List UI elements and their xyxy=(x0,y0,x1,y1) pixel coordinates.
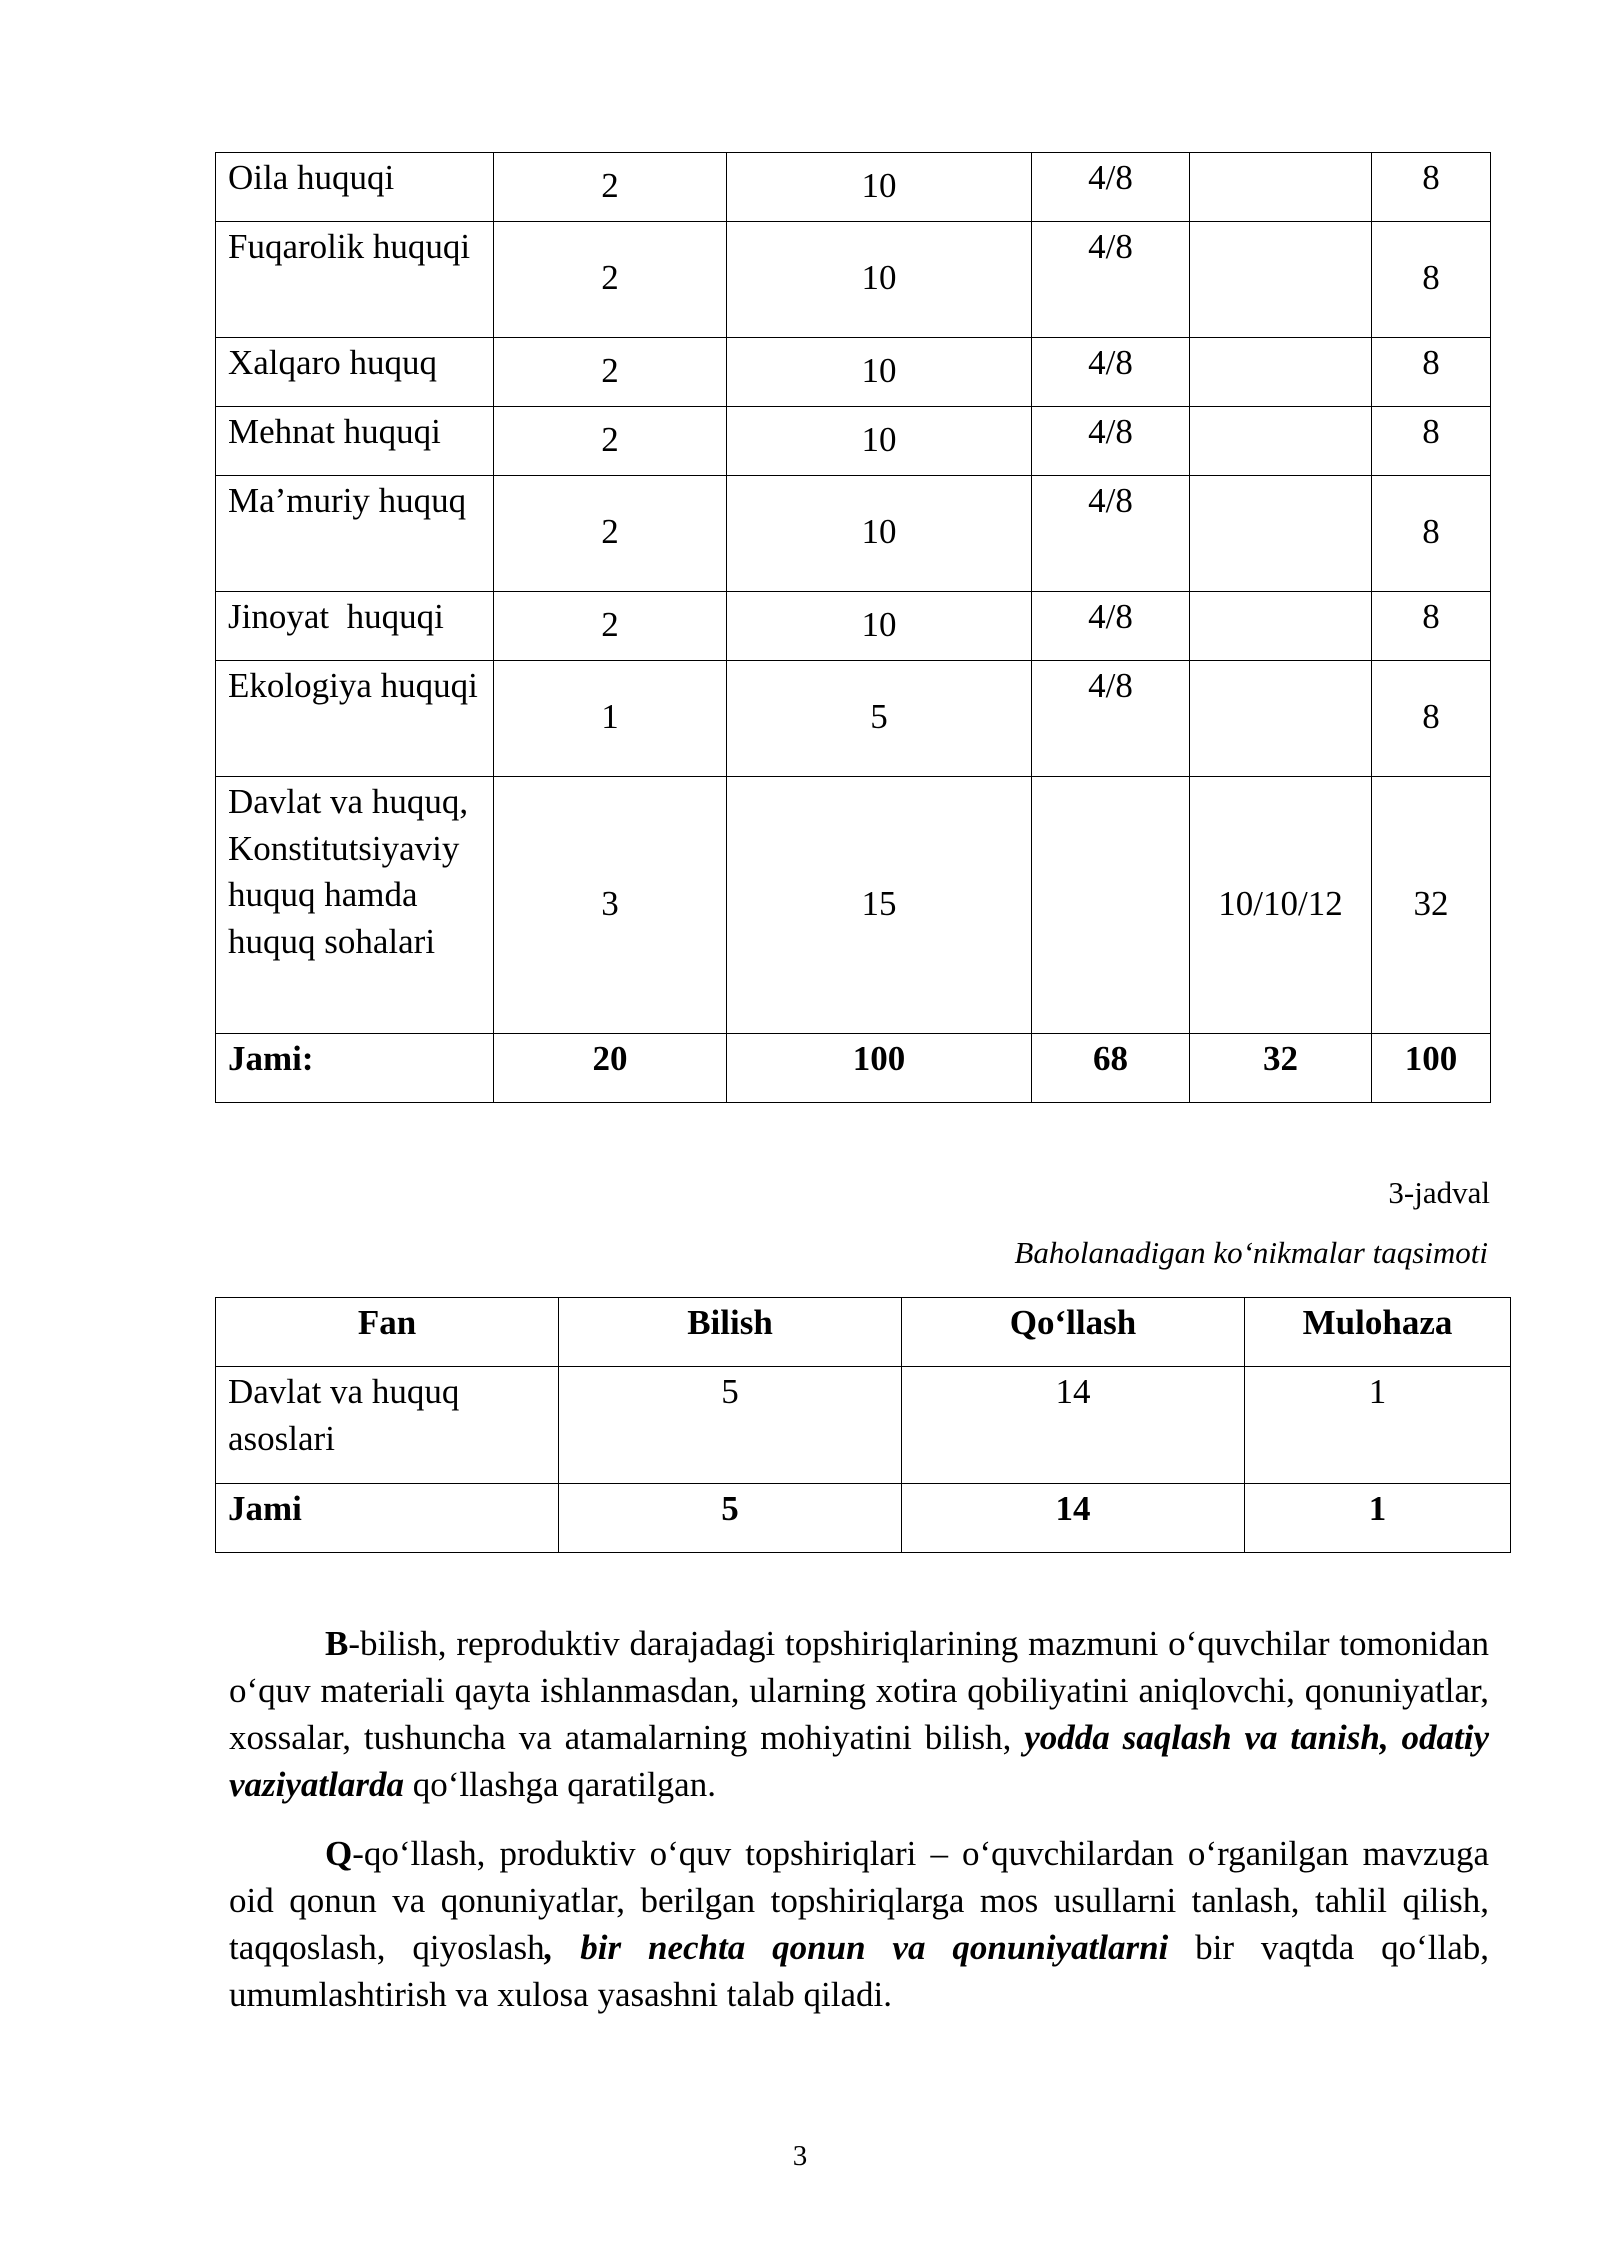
paragraph-text: -bilish, reproduktiv darajadagi topshiriqlarining mazmuni o‘quvchilar tomonidan o‘quv materiali qayta ishlanmasdan, ularning xotira qobiliyatini aniqlovchi, qonuniyatlar, xossalar, tushuncha va atamalarning mohiyatini bilish, xyxy=(229,1624,1489,1757)
paragraph-qollash xyxy=(229,1830,1489,2018)
value-cell xyxy=(1190,153,1372,222)
subject-cell: Mehnat huquqi xyxy=(216,407,494,476)
paragraph-emphasis: , bir nechta qonun va qonuniyatlarni xyxy=(544,1928,1169,1967)
value-cell: 8 xyxy=(1372,338,1491,407)
total-cell: 20 xyxy=(494,1034,727,1103)
table-title: Baholanadigan ko‘nikmalar taqsimoti xyxy=(1014,1235,1488,1270)
value-cell: 4/8 xyxy=(1032,661,1190,777)
total-cell: 68 xyxy=(1032,1034,1190,1103)
table-header-row xyxy=(216,1298,1511,1367)
total-cell: 1 xyxy=(1245,1484,1511,1553)
total-cell: 100 xyxy=(1372,1034,1491,1103)
page-number: 3 xyxy=(792,2140,808,2172)
subject-cell: Jinoyat huquqi xyxy=(216,592,494,661)
table-row xyxy=(216,338,1491,407)
value-cell xyxy=(1190,592,1372,661)
subject-hours-table xyxy=(215,152,1491,1103)
total-row xyxy=(216,1034,1491,1103)
value-cell: 32 xyxy=(1372,777,1491,1034)
value-cell: 4/8 xyxy=(1032,338,1190,407)
value-cell: 4/8 xyxy=(1032,476,1190,592)
value-cell: 10 xyxy=(727,222,1032,338)
value-cell: 10 xyxy=(727,476,1032,592)
value-cell: 10 xyxy=(727,338,1032,407)
value-cell: 8 xyxy=(1372,476,1491,592)
value-cell xyxy=(1190,222,1372,338)
value-cell xyxy=(1190,338,1372,407)
value-cell: 4/8 xyxy=(1032,153,1190,222)
total-label: Jami: xyxy=(216,1034,494,1103)
value-cell: 10 xyxy=(727,153,1032,222)
value-cell: 2 xyxy=(494,338,727,407)
column-header: Bilish xyxy=(559,1298,902,1367)
subject-cell: Davlat va huquq asoslari xyxy=(216,1367,559,1484)
total-row xyxy=(216,1484,1511,1553)
value-cell: 10 xyxy=(727,592,1032,661)
value-cell xyxy=(1190,476,1372,592)
value-cell: 5 xyxy=(559,1367,902,1484)
value-cell xyxy=(1190,661,1372,777)
value-cell: 2 xyxy=(494,407,727,476)
value-cell: 8 xyxy=(1372,222,1491,338)
value-cell: 3 xyxy=(494,777,727,1034)
total-cell: 14 xyxy=(902,1484,1245,1553)
subject-cell: Fuqarolik huquqi xyxy=(216,222,494,338)
table-row xyxy=(216,222,1491,338)
value-cell: 1 xyxy=(1245,1367,1511,1484)
paragraph-bilish xyxy=(229,1620,1489,1808)
subject-cell: Ekologiya huquqi xyxy=(216,661,494,777)
table-row xyxy=(216,153,1491,222)
value-cell: 5 xyxy=(727,661,1032,777)
column-header: Mulohaza xyxy=(1245,1298,1511,1367)
paragraph-lead: B xyxy=(325,1624,349,1663)
value-cell: 15 xyxy=(727,777,1032,1034)
value-cell: 2 xyxy=(494,476,727,592)
paragraph-text: qo‘llashga qaratilgan. xyxy=(403,1765,716,1804)
value-cell: 2 xyxy=(494,592,727,661)
value-cell: 8 xyxy=(1372,661,1491,777)
table-row xyxy=(216,777,1491,1034)
value-cell: 2 xyxy=(494,153,727,222)
subject-cell: Davlat va huquq, Konstitutsiyaviy huquq hamda huquq sohalari xyxy=(216,777,494,1034)
value-cell: 4/8 xyxy=(1032,407,1190,476)
value-cell: 10/10/12 xyxy=(1190,777,1372,1034)
total-cell: 32 xyxy=(1190,1034,1372,1103)
table-row xyxy=(216,592,1491,661)
subject-cell: Xalqaro huquq xyxy=(216,338,494,407)
table-row xyxy=(216,476,1491,592)
value-cell xyxy=(1190,407,1372,476)
table-row xyxy=(216,407,1491,476)
column-header: Qo‘llash xyxy=(902,1298,1245,1367)
table-row xyxy=(216,1367,1511,1484)
value-cell xyxy=(1032,777,1190,1034)
paragraph-text: bir vaqtda qo‘llab, umumlashtirish va xulosa yasashni talab qiladi. xyxy=(229,1928,1490,2014)
table-number: 3-jadval xyxy=(1388,1175,1490,1210)
column-header: Fan xyxy=(216,1298,559,1367)
subject-cell: Oila huquqi xyxy=(216,153,494,222)
subject-cell: Ma’muriy huquq xyxy=(216,476,494,592)
paragraph-lead: Q xyxy=(325,1834,353,1873)
value-cell: 8 xyxy=(1372,592,1491,661)
value-cell: 4/8 xyxy=(1032,592,1190,661)
value-cell: 8 xyxy=(1372,407,1491,476)
total-cell: 5 xyxy=(559,1484,902,1553)
total-cell: 100 xyxy=(727,1034,1032,1103)
value-cell: 1 xyxy=(494,661,727,777)
paragraph-emphasis: yodda saqlash va tanish, odatiy vaziyatlarda xyxy=(229,1718,1489,1804)
total-label: Jami xyxy=(216,1484,559,1553)
value-cell: 10 xyxy=(727,407,1032,476)
value-cell: 4/8 xyxy=(1032,222,1190,338)
skills-distribution-table xyxy=(215,1297,1511,1553)
value-cell: 14 xyxy=(902,1367,1245,1484)
paragraph-text: -qo‘llash, produktiv o‘quv topshiriqlari – o‘quvchilardan o‘rganilgan mavzuga oid qonun va qonuniyatlar, berilgan topshiriqlarga mos usullarni tanlash, tahlil qilish, taqqoslash, qiyoslash xyxy=(229,1834,1489,1967)
value-cell: 8 xyxy=(1372,153,1491,222)
table-row xyxy=(216,661,1491,777)
value-cell: 2 xyxy=(494,222,727,338)
